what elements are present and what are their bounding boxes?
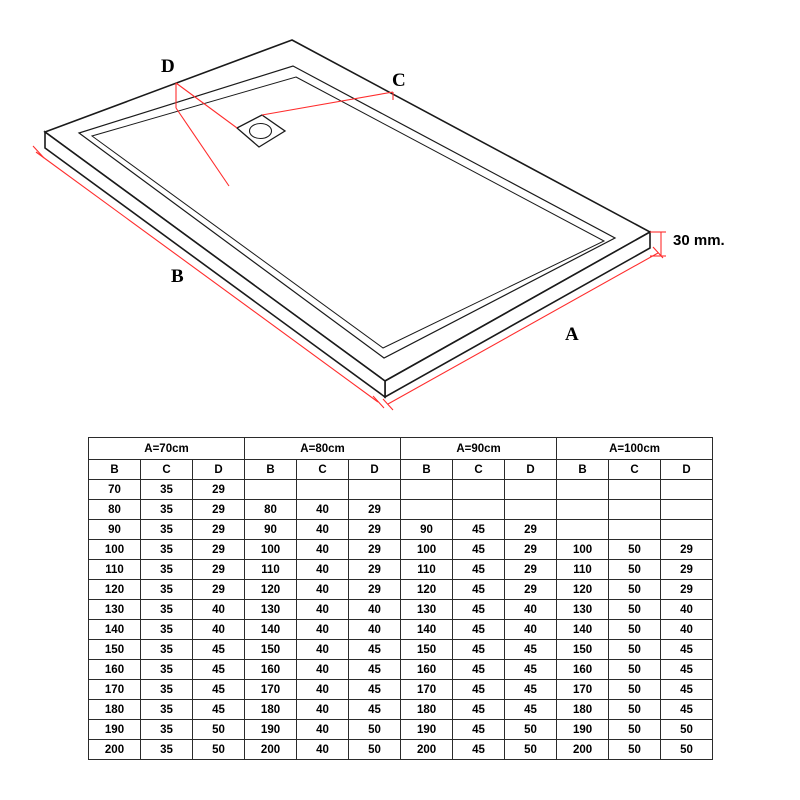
table-cell: 35 <box>141 500 193 520</box>
table-cell: 29 <box>349 540 401 560</box>
table-row <box>89 500 713 520</box>
table-cell: 40 <box>297 680 349 700</box>
table-cell: 180 <box>557 700 609 720</box>
sizes-table <box>88 437 713 760</box>
table-cell: 45 <box>453 520 505 540</box>
table-cell: 190 <box>401 720 453 740</box>
table-cell <box>609 480 661 500</box>
subheader-d-1: D <box>193 460 245 480</box>
table-cell: 45 <box>453 700 505 720</box>
table-row <box>89 740 713 760</box>
table-cell: 40 <box>193 600 245 620</box>
table-cell: 40 <box>505 600 557 620</box>
table-cell: 45 <box>349 680 401 700</box>
table-cell: 35 <box>141 520 193 540</box>
table-cell: 45 <box>453 660 505 680</box>
table-cell: 45 <box>505 660 557 680</box>
table-cell: 50 <box>505 740 557 760</box>
table-cell: 150 <box>401 640 453 660</box>
table-cell: 35 <box>141 480 193 500</box>
table-cell <box>297 480 349 500</box>
table-cell: 35 <box>141 660 193 680</box>
table-cell: 45 <box>453 600 505 620</box>
table-cell: 40 <box>297 520 349 540</box>
table-row <box>89 560 713 580</box>
table-cell: 90 <box>401 520 453 540</box>
subheader-b-3: B <box>401 460 453 480</box>
table-cell: 110 <box>89 560 141 580</box>
table-cell: 120 <box>89 580 141 600</box>
table-cell: 45 <box>661 660 713 680</box>
table-cell: 100 <box>245 540 297 560</box>
table-cell: 100 <box>401 540 453 560</box>
table-cell: 50 <box>609 720 661 740</box>
table-cell: 110 <box>245 560 297 580</box>
table-row <box>89 620 713 640</box>
table-cell: 45 <box>453 680 505 700</box>
table-cell: 50 <box>609 600 661 620</box>
table-cell: 190 <box>557 720 609 740</box>
table-cell: 45 <box>349 700 401 720</box>
table-cell: 40 <box>297 700 349 720</box>
table-cell: 45 <box>505 680 557 700</box>
table-row <box>89 480 713 500</box>
table-cell: 50 <box>609 560 661 580</box>
table-cell: 90 <box>245 520 297 540</box>
table-cell: 40 <box>349 620 401 640</box>
table-cell <box>453 500 505 520</box>
table-cell: 150 <box>557 640 609 660</box>
table-cell: 140 <box>557 620 609 640</box>
table-cell <box>401 500 453 520</box>
table-cell: 40 <box>297 620 349 640</box>
table-cell: 29 <box>193 560 245 580</box>
subheader-c-1: C <box>141 460 193 480</box>
table-cell: 50 <box>661 720 713 740</box>
table-cell: 140 <box>89 620 141 640</box>
table-cell: 160 <box>89 660 141 680</box>
subheader-b-2: B <box>245 460 297 480</box>
table-cell: 40 <box>661 600 713 620</box>
table-cell: 80 <box>245 500 297 520</box>
table-cell: 140 <box>401 620 453 640</box>
dimension-tick-b-start <box>33 146 44 158</box>
table-cell <box>245 480 297 500</box>
table-cell: 40 <box>297 720 349 740</box>
table-row <box>89 680 713 700</box>
table-cell: 45 <box>505 640 557 660</box>
table-cell: 45 <box>661 700 713 720</box>
table-cell: 100 <box>557 540 609 560</box>
table-cell <box>661 480 713 500</box>
table-cell: 29 <box>661 580 713 600</box>
dimension-tick-b-end <box>373 396 384 408</box>
table-cell: 50 <box>505 720 557 740</box>
table-cell: 29 <box>661 540 713 560</box>
table-cell: 170 <box>557 680 609 700</box>
table-cell: 29 <box>505 560 557 580</box>
table-group-header-row <box>89 438 713 460</box>
table-cell: 45 <box>505 700 557 720</box>
table-cell: 170 <box>89 680 141 700</box>
table-cell: 45 <box>453 580 505 600</box>
table-cell: 160 <box>245 660 297 680</box>
table-cell: 29 <box>193 480 245 500</box>
table-cell: 40 <box>297 660 349 680</box>
table-cell: 29 <box>505 580 557 600</box>
table-cell: 45 <box>349 660 401 680</box>
table-cell: 45 <box>193 700 245 720</box>
subheader-d-2: D <box>349 460 401 480</box>
table-cell: 50 <box>193 720 245 740</box>
sizes-table-container <box>88 437 712 760</box>
table-cell: 110 <box>557 560 609 580</box>
table-row <box>89 660 713 680</box>
table-cell: 160 <box>401 660 453 680</box>
table-cell <box>453 480 505 500</box>
table-cell: 130 <box>245 600 297 620</box>
table-cell: 50 <box>609 580 661 600</box>
table-cell: 45 <box>453 740 505 760</box>
table-cell: 50 <box>193 740 245 760</box>
table-cell: 29 <box>193 540 245 560</box>
table-cell: 50 <box>609 680 661 700</box>
label-a: A <box>565 324 579 345</box>
table-cell: 35 <box>141 680 193 700</box>
table-cell: 50 <box>609 700 661 720</box>
table-cell: 50 <box>609 640 661 660</box>
table-cell: 35 <box>141 600 193 620</box>
table-cell: 120 <box>557 580 609 600</box>
dimension-tick-a-start <box>383 399 393 410</box>
table-cell: 40 <box>297 600 349 620</box>
label-b: B <box>171 266 184 287</box>
table-cell <box>557 520 609 540</box>
table-cell: 35 <box>141 540 193 560</box>
table-cell: 35 <box>141 560 193 580</box>
table-row <box>89 540 713 560</box>
table-row <box>89 720 713 740</box>
table-cell: 140 <box>245 620 297 640</box>
table-cell: 100 <box>89 540 141 560</box>
subheader-c-4: C <box>609 460 661 480</box>
table-cell: 29 <box>349 520 401 540</box>
table-cell: 35 <box>141 580 193 600</box>
table-cell: 200 <box>401 740 453 760</box>
table-cell: 29 <box>349 560 401 580</box>
table-cell: 190 <box>245 720 297 740</box>
table-cell: 29 <box>349 580 401 600</box>
subheader-b-1: B <box>89 460 141 480</box>
table-cell: 50 <box>609 660 661 680</box>
table-cell: 29 <box>505 540 557 560</box>
table-cell: 50 <box>609 740 661 760</box>
table-cell: 130 <box>89 600 141 620</box>
table-cell: 40 <box>349 600 401 620</box>
group-header-a80: A=80cm <box>245 438 401 460</box>
table-cell: 29 <box>661 560 713 580</box>
table-cell: 50 <box>609 540 661 560</box>
table-cell: 130 <box>401 600 453 620</box>
table-cell: 150 <box>89 640 141 660</box>
group-header-a100: A=100cm <box>557 438 713 460</box>
table-cell: 45 <box>661 680 713 700</box>
table-cell: 40 <box>297 740 349 760</box>
table-row <box>89 580 713 600</box>
drain-hole <box>250 124 272 139</box>
table-cell: 40 <box>297 540 349 560</box>
label-c: C <box>392 70 406 91</box>
table-cell: 200 <box>89 740 141 760</box>
table-subheader-row <box>89 460 713 480</box>
subheader-c-3: C <box>453 460 505 480</box>
label-d: D <box>161 56 175 77</box>
table-cell: 40 <box>297 500 349 520</box>
table-cell <box>661 520 713 540</box>
table-cell <box>609 520 661 540</box>
table-cell: 29 <box>193 580 245 600</box>
table-row <box>89 520 713 540</box>
table-cell: 40 <box>661 620 713 640</box>
table-cell: 40 <box>505 620 557 640</box>
subheader-d-3: D <box>505 460 557 480</box>
table-cell <box>505 480 557 500</box>
subheader-b-4: B <box>557 460 609 480</box>
table-cell <box>557 500 609 520</box>
table-cell: 150 <box>245 640 297 660</box>
group-header-a90: A=90cm <box>401 438 557 460</box>
table-cell: 45 <box>193 640 245 660</box>
table-cell: 180 <box>401 700 453 720</box>
table-cell: 40 <box>193 620 245 640</box>
table-cell: 45 <box>453 560 505 580</box>
table-cell: 200 <box>245 740 297 760</box>
table-cell: 50 <box>349 720 401 740</box>
table-cell: 40 <box>297 580 349 600</box>
subheader-d-4: D <box>661 460 713 480</box>
table-cell: 160 <box>557 660 609 680</box>
table-cell: 50 <box>349 740 401 760</box>
table-cell: 120 <box>401 580 453 600</box>
table-row <box>89 700 713 720</box>
table-cell: 40 <box>297 560 349 580</box>
table-cell: 35 <box>141 720 193 740</box>
table-row <box>89 600 713 620</box>
table-cell: 35 <box>141 620 193 640</box>
table-cell: 45 <box>453 620 505 640</box>
table-cell: 35 <box>141 740 193 760</box>
table-cell <box>349 480 401 500</box>
table-cell: 190 <box>89 720 141 740</box>
table-cell: 45 <box>349 640 401 660</box>
table-cell: 45 <box>193 660 245 680</box>
table-cell: 35 <box>141 640 193 660</box>
subheader-c-2: C <box>297 460 349 480</box>
table-cell: 120 <box>245 580 297 600</box>
table-cell <box>609 500 661 520</box>
table-cell: 170 <box>245 680 297 700</box>
label-thickness: 30 mm. <box>673 232 725 249</box>
table-cell: 45 <box>453 720 505 740</box>
table-cell: 180 <box>245 700 297 720</box>
table-cell: 29 <box>349 500 401 520</box>
table-cell <box>401 480 453 500</box>
table-cell: 29 <box>505 520 557 540</box>
table-cell: 45 <box>661 640 713 660</box>
table-cell: 110 <box>401 560 453 580</box>
table-cell: 80 <box>89 500 141 520</box>
table-row <box>89 640 713 660</box>
table-cell: 180 <box>89 700 141 720</box>
table-cell <box>661 500 713 520</box>
table-cell: 45 <box>453 640 505 660</box>
table-cell: 40 <box>297 640 349 660</box>
table-cell: 50 <box>661 740 713 760</box>
table-cell: 170 <box>401 680 453 700</box>
table-cell: 90 <box>89 520 141 540</box>
group-header-a70: A=70cm <box>89 438 245 460</box>
table-cell: 50 <box>609 620 661 640</box>
table-cell: 70 <box>89 480 141 500</box>
table-cell: 200 <box>557 740 609 760</box>
table-cell: 130 <box>557 600 609 620</box>
table-cell: 45 <box>193 680 245 700</box>
table-cell: 29 <box>193 520 245 540</box>
table-cell: 45 <box>453 540 505 560</box>
sizes-table-body <box>89 480 713 760</box>
table-cell: 35 <box>141 700 193 720</box>
table-cell <box>557 480 609 500</box>
table-cell <box>505 500 557 520</box>
table-cell: 29 <box>193 500 245 520</box>
